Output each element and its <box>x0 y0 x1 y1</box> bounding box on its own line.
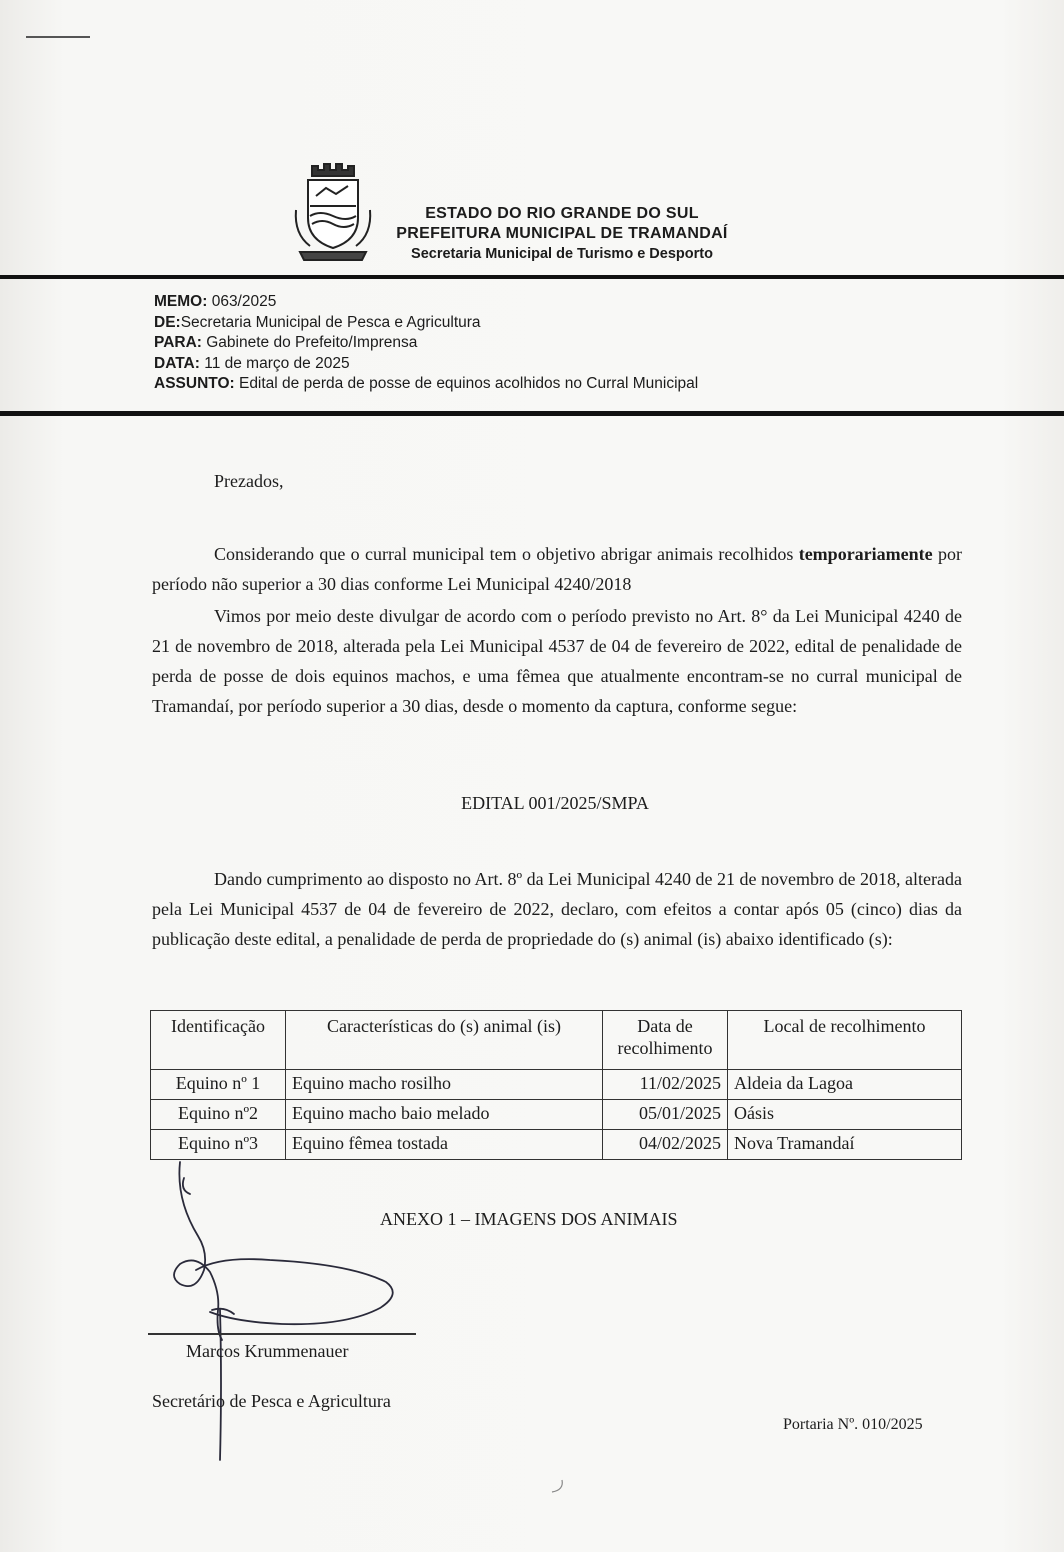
table-row <box>151 1130 962 1160</box>
table-cell: 11/02/2025 <box>603 1070 728 1100</box>
memo-subject-label: ASSUNTO: <box>154 375 235 392</box>
header-rule-bottom <box>0 411 1064 416</box>
letterhead <box>372 204 752 264</box>
table-cell: Oásis <box>728 1100 962 1130</box>
table-cell: 04/02/2025 <box>603 1130 728 1160</box>
table-cell: Equino macho baio melado <box>286 1100 603 1130</box>
paragraph-1-start: Considerando que o curral municipal tem o objetivo abrigar animais recolhidos <box>214 544 799 564</box>
table-cell: Equino fêmea tostada <box>286 1130 603 1160</box>
table-cell: Equino macho rosilho <box>286 1070 603 1100</box>
table-cell: Equino nº 1 <box>151 1070 286 1100</box>
memo-subject-row <box>154 374 914 395</box>
signature-line <box>148 1333 416 1335</box>
memo-to-row <box>154 333 914 354</box>
table-cell: 05/01/2025 <box>603 1100 728 1130</box>
greeting: Prezados, <box>214 471 284 491</box>
memo-to-label: PARA: <box>154 334 202 351</box>
paragraph-1 <box>152 539 962 599</box>
paragraph-3: Dando cumprimento ao disposto no Art. 8º da Lei Municipal 4240 de 21 de novembro de 2018, alterada pela Lei Municipal 4537 de 04 de fevereiro de 2022, declaro, com efeitos a contar após 05 (cinco) dias da publicação deste edital, a penalidade de perda de propriedade do (s) animal (is) abaixo identificado (s): <box>152 869 962 949</box>
municipal-crest-icon <box>290 160 376 264</box>
header-rule-top <box>0 275 1064 279</box>
table-header-cell: Identificação <box>151 1011 286 1070</box>
paragraph-1-emphasis: temporariamente <box>798 544 933 564</box>
portaria-number: Portaria Nº. 010/2025 <box>783 1416 923 1433</box>
table-header-cell: Data de recolhimento <box>603 1011 728 1070</box>
memo-from-label: DE: <box>154 313 181 331</box>
memo-number-row <box>154 292 914 313</box>
table-row <box>151 1100 962 1130</box>
paragraph-2: Vimos por meio deste divulgar de acordo com o período previsto no Art. 8° da Lei Municipal 4240 de 21 de novembro de 2018, alterada pela Lei Municipal 4537 de 04 de fevereiro de 2022, edital de penalidade de perda de posse de dois equinos machos, e uma fêmea que atualmente encontram-se no curral municipal de Tramandaí, por período superior a 30 dias, desde o momento da captura, conforme segue: <box>152 606 962 716</box>
letterhead-state: ESTADO DO RIO GRANDE DO SUL <box>425 205 699 222</box>
memo-to-value: Gabinete do Prefeito/Imprensa <box>201 334 418 351</box>
memo-block <box>154 292 914 395</box>
table-header-cell: Local de recolhimento <box>728 1011 962 1070</box>
memo-number-label: MEMO: <box>154 293 208 310</box>
edital-title: EDITAL 001/2025/SMPA <box>461 793 649 813</box>
signer-title: Secretário de Pesca e Agricultura <box>152 1391 391 1411</box>
paragraph-1-end: por período não superior a 30 dias conforme Lei Municipal 4240/2018 <box>152 544 963 594</box>
table-cell: Equino nº2 <box>151 1100 286 1130</box>
memo-number-value: 063/2025 <box>207 293 277 310</box>
memo-date-label: DATA: <box>154 354 200 372</box>
memo-date-value: 11 de março de 2025 <box>199 354 350 372</box>
table-header-cell: Características do (s) animal (is) <box>286 1011 603 1070</box>
table-cell: Equino nº3 <box>151 1130 286 1160</box>
pen-mark-icon <box>548 1478 568 1498</box>
letterhead-secretariat: Secretaria Municipal de Turismo e Desporto <box>411 246 713 262</box>
handwritten-signature-icon <box>150 1160 420 1480</box>
table-row <box>151 1070 962 1100</box>
letterhead-prefecture: PREFEITURA MUNICIPAL DE TRAMANDAÍ <box>396 225 728 242</box>
animals-table <box>150 1010 962 1160</box>
memo-subject-value: Edital de perda de posse de equinos acolhidos no Curral Municipal <box>234 375 699 392</box>
memo-from-value: Secretaria Municipal de Pesca e Agricultura <box>180 313 481 331</box>
table-cell: Nova Tramandaí <box>728 1130 962 1160</box>
table-header-row <box>151 1011 962 1070</box>
signer-name: Marcos Krummenauer <box>186 1341 349 1361</box>
memo-from-row <box>154 313 914 334</box>
memo-date-row <box>154 354 914 375</box>
corner-mark <box>26 36 90 38</box>
annex-title: ANEXO 1 – IMAGENS DOS ANIMAIS <box>380 1209 678 1229</box>
table-cell: Aldeia da Lagoa <box>728 1070 962 1100</box>
